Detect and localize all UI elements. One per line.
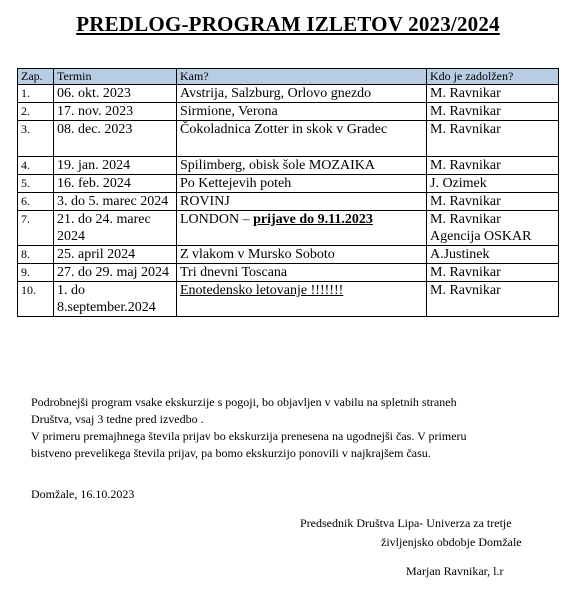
responsible-person: M. Ravnikar: [430, 212, 501, 227]
notes-paragraph: [31, 394, 551, 462]
row-responsible: J. Ozimek: [427, 175, 559, 193]
row-destination: Tri dnevni Toscana: [177, 264, 427, 282]
row-responsible: M. Ravnikar: [427, 85, 559, 103]
note-line: bistveno prevelikega števila prijav, pa bomo ekskurzijo ponovili v najkrajšem času.: [31, 446, 431, 460]
table-row: [18, 157, 559, 175]
signature-name: Marjan Ravnikar, l.r: [406, 564, 504, 578]
row-date: 06. okt. 2023: [54, 85, 177, 103]
row-destination: Avstrija, Salzburg, Orlovo gnezdo: [177, 85, 427, 103]
row-number: 1.: [18, 85, 54, 103]
signature-title-line2: življenjsko obdobje Domžale: [381, 535, 522, 549]
table-header-row: [18, 69, 559, 85]
row-date: 08. dec. 2023: [54, 121, 177, 157]
header-responsible: Kdo je zadolžen?: [427, 69, 559, 85]
table-row: [18, 193, 559, 211]
row-responsible: M. Ravnikar: [427, 193, 559, 211]
table-row: [18, 282, 559, 317]
row-number: 8.: [18, 246, 54, 264]
row-responsible: [427, 211, 559, 246]
table-row: [18, 264, 559, 282]
row-destination: Enotedensko letovanje !!!!!!!: [177, 282, 427, 317]
row-responsible: A.Justinek: [427, 246, 559, 264]
row-number: 6.: [18, 193, 54, 211]
row-responsible: M. Ravnikar: [427, 121, 559, 157]
row-date: 16. feb. 2024: [54, 175, 177, 193]
responsible-agency: Agencija OSKAR: [430, 229, 532, 244]
row-destination: Spilimberg, obisk šole MOZAIKA: [177, 157, 427, 175]
row-date: 21. do 24. marec 2024: [54, 211, 177, 246]
row-number: 5.: [18, 175, 54, 193]
header-number: Zap.: [18, 69, 54, 85]
row-number: 7.: [18, 211, 54, 246]
row-destination: Sirmione, Verona: [177, 103, 427, 121]
row-number: 2.: [18, 103, 54, 121]
row-responsible: M. Ravnikar: [427, 157, 559, 175]
row-date: 3. do 5. marec 2024: [54, 193, 177, 211]
row-date: 17. nov. 2023: [54, 103, 177, 121]
table-row: [18, 246, 559, 264]
row-number: 3.: [18, 121, 54, 157]
table-row: [18, 85, 559, 103]
row-date: 19. jan. 2024: [54, 157, 177, 175]
place-date: Domžale, 16.10.2023: [31, 487, 135, 501]
row-destination: Čokoladnica Zotter in skok v Gradec: [177, 121, 427, 157]
row-destination: [177, 211, 427, 246]
note-line: Društva, vsaj 3 tedne pred izvedbo .: [31, 412, 204, 426]
row-responsible: M. Ravnikar: [427, 264, 559, 282]
note-line: Podrobnejši program vsake ekskurzije s pogoji, bo objavljen v vabilu na spletnih straneh: [31, 395, 457, 409]
destination-separator: –: [239, 212, 254, 227]
header-destination: Kam?: [177, 69, 427, 85]
note-line: V primeru premajhnega števila prijav bo ekskurzija prenesena na ugodnejši čas. V primeru: [31, 429, 467, 443]
table-row: [18, 175, 559, 193]
signature-title-line1: Predsednik Društva Lipa- Univerza za tretje: [300, 516, 512, 530]
row-responsible: M. Ravnikar: [427, 282, 559, 317]
row-number: 4.: [18, 157, 54, 175]
row-date: 1. do 8.september.2024: [54, 282, 177, 317]
row-destination: Po Kettejevih poteh: [177, 175, 427, 193]
row-responsible: M. Ravnikar: [427, 103, 559, 121]
table-row: [18, 121, 559, 157]
document-title: PREDLOG-PROGRAM IZLETOV 2023/2024: [76, 12, 500, 36]
program-table: [17, 68, 559, 317]
row-date: 25. april 2024: [54, 246, 177, 264]
header-date: Termin: [54, 69, 177, 85]
table-row: [18, 103, 559, 121]
row-destination: Z vlakom v Mursko Soboto: [177, 246, 427, 264]
registration-deadline: prijave do 9.11.2023: [253, 212, 373, 227]
destination-text: LONDON: [180, 212, 240, 227]
row-destination: ROVINJ: [177, 193, 427, 211]
table-row: [18, 211, 559, 246]
row-number: 9.: [18, 264, 54, 282]
row-date: 27. do 29. maj 2024: [54, 264, 177, 282]
row-number: 10.: [18, 282, 54, 317]
